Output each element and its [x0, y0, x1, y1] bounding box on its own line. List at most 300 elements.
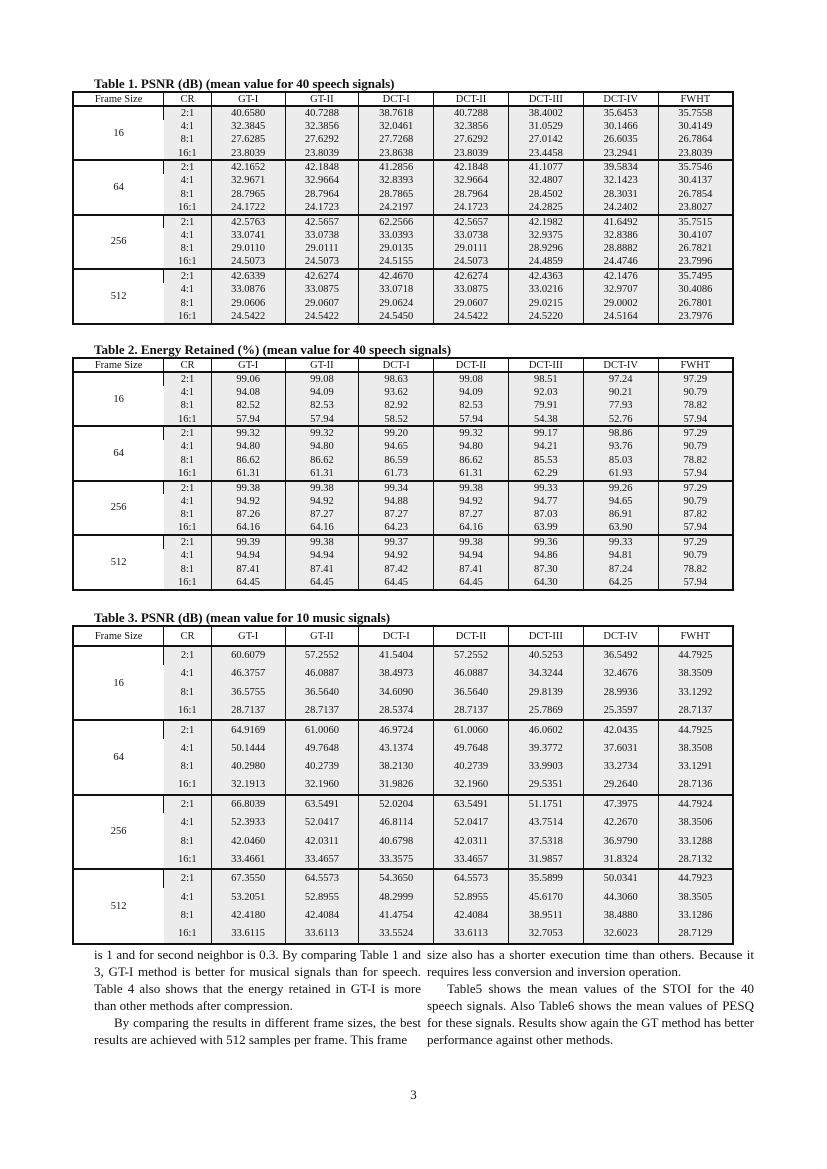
table-1-caption: Table 1. PSNR (dB) (mean value for 40 speech signals) — [94, 76, 395, 91]
cr-cell: 4:1 — [164, 228, 212, 242]
table-row — [73, 562, 733, 576]
column-header: DCT-IV — [583, 626, 658, 646]
table-row — [73, 795, 733, 814]
value-cell: 94.08 — [211, 386, 285, 400]
value-cell: 37.6031 — [583, 739, 658, 758]
value-cell: 64.23 — [359, 522, 434, 536]
value-cell: 53.2051 — [211, 888, 285, 907]
value-cell: 38.3509 — [658, 665, 733, 684]
cr-cell: 16:1 — [164, 467, 212, 481]
table-row — [73, 508, 733, 522]
column-header: GT-II — [285, 92, 359, 106]
value-cell: 28.7137 — [434, 702, 509, 721]
value-cell: 25.3597 — [583, 702, 658, 721]
cr-cell: 2:1 — [164, 535, 212, 549]
value-cell: 32.4676 — [583, 665, 658, 684]
value-cell: 38.9511 — [508, 906, 583, 925]
table-3-caption: Table 3. PSNR (dB) (mean value for 10 music signals) — [94, 610, 391, 625]
table-row — [73, 399, 733, 413]
value-cell: 90.79 — [658, 386, 733, 400]
value-cell: 33.0738 — [285, 228, 359, 242]
value-cell: 35.7515 — [658, 215, 733, 229]
value-cell: 57.2552 — [285, 646, 359, 665]
cr-cell: 2:1 — [164, 215, 212, 229]
value-cell: 85.53 — [508, 454, 583, 468]
table-row — [73, 454, 733, 468]
column-header: DCT-II — [434, 92, 509, 106]
value-cell: 99.32 — [434, 426, 509, 440]
value-cell: 94.92 — [211, 494, 285, 508]
value-cell: 78.82 — [658, 454, 733, 468]
value-cell: 32.9375 — [508, 228, 583, 242]
value-cell: 38.7618 — [359, 106, 434, 120]
value-cell: 28.7137 — [211, 702, 285, 721]
value-cell: 32.9664 — [285, 174, 359, 188]
value-cell: 28.7965 — [211, 188, 285, 202]
value-cell: 87.41 — [285, 562, 359, 576]
value-cell: 94.94 — [211, 549, 285, 563]
value-cell: 61.31 — [434, 467, 509, 481]
frame-size-cell: 256 — [73, 795, 164, 869]
value-cell: 42.0311 — [285, 832, 359, 851]
value-cell: 42.1848 — [285, 160, 359, 174]
right-paragraph-2: Table5 shows the mean values of the STOI for the 40 speech signals. Also Table6 shows the mean values of PESQ for these signals. Results show again the GT method has better performance against other methods. — [427, 981, 754, 1047]
value-cell: 29.0110 — [211, 242, 285, 256]
value-cell: 99.32 — [285, 426, 359, 440]
page-number: 3 — [410, 1087, 417, 1102]
value-cell: 28.7132 — [658, 851, 733, 870]
value-cell: 26.7864 — [658, 133, 733, 147]
value-cell: 87.27 — [434, 508, 509, 522]
value-cell: 57.94 — [658, 467, 733, 481]
value-cell: 24.5220 — [508, 310, 583, 324]
value-cell: 32.9671 — [211, 174, 285, 188]
value-cell: 85.03 — [583, 454, 658, 468]
value-cell: 27.6292 — [434, 133, 509, 147]
column-header: GT-II — [285, 358, 359, 372]
value-cell: 94.92 — [359, 549, 434, 563]
value-cell: 46.3757 — [211, 665, 285, 684]
value-cell: 43.7514 — [508, 813, 583, 832]
value-cell: 33.3575 — [359, 851, 434, 870]
value-cell: 98.86 — [583, 426, 658, 440]
value-cell: 52.8955 — [434, 888, 509, 907]
cr-cell: 4:1 — [164, 888, 212, 907]
value-cell: 29.0215 — [508, 296, 583, 310]
value-cell: 29.0002 — [583, 296, 658, 310]
value-cell: 86.62 — [285, 454, 359, 468]
value-cell: 32.4807 — [508, 174, 583, 188]
value-cell: 31.0529 — [508, 120, 583, 134]
value-cell: 28.7964 — [434, 188, 509, 202]
value-cell: 94.92 — [285, 494, 359, 508]
value-cell: 42.0435 — [583, 720, 658, 739]
value-cell: 41.5404 — [359, 646, 434, 665]
table-row — [73, 147, 733, 161]
value-cell: 87.03 — [508, 508, 583, 522]
value-cell: 42.0460 — [211, 832, 285, 851]
table-row — [73, 869, 733, 888]
value-cell: 23.8039 — [211, 147, 285, 161]
value-cell: 94.09 — [285, 386, 359, 400]
value-cell: 98.51 — [508, 372, 583, 386]
cr-cell: 8:1 — [164, 562, 212, 576]
value-cell: 47.3975 — [583, 795, 658, 814]
value-cell: 40.2980 — [211, 758, 285, 777]
value-cell: 32.1960 — [285, 776, 359, 795]
column-header: FWHT — [658, 358, 733, 372]
header-row — [73, 358, 733, 372]
value-cell: 29.0624 — [359, 296, 434, 310]
value-cell: 99.06 — [211, 372, 285, 386]
value-cell: 63.5491 — [434, 795, 509, 814]
value-cell: 44.7923 — [658, 869, 733, 888]
value-cell: 62.2566 — [359, 215, 434, 229]
cr-cell: 2:1 — [164, 160, 212, 174]
value-cell: 99.38 — [285, 481, 359, 495]
value-cell: 24.1722 — [211, 201, 285, 215]
value-cell: 28.9936 — [583, 683, 658, 702]
value-cell: 38.3508 — [658, 739, 733, 758]
value-cell: 32.0461 — [359, 120, 434, 134]
value-cell: 46.0602 — [508, 720, 583, 739]
value-cell: 33.5524 — [359, 925, 434, 944]
value-cell: 50.1444 — [211, 739, 285, 758]
table-row — [73, 440, 733, 454]
value-cell: 40.2739 — [285, 758, 359, 777]
cr-cell: 4:1 — [164, 813, 212, 832]
cr-cell: 16:1 — [164, 201, 212, 215]
cr-cell: 2:1 — [164, 481, 212, 495]
value-cell: 33.0393 — [359, 228, 434, 242]
value-cell: 87.24 — [583, 562, 658, 576]
value-cell: 27.0142 — [508, 133, 583, 147]
value-cell: 24.2197 — [359, 201, 434, 215]
value-cell: 94.86 — [508, 549, 583, 563]
value-cell: 90.21 — [583, 386, 658, 400]
value-cell: 49.7648 — [285, 739, 359, 758]
value-cell: 87.42 — [359, 562, 434, 576]
value-cell: 99.20 — [359, 426, 434, 440]
column-header: GT-II — [285, 626, 359, 646]
value-cell: 57.94 — [658, 576, 733, 590]
value-cell: 42.6339 — [211, 269, 285, 283]
value-cell: 61.0060 — [285, 720, 359, 739]
value-cell: 38.3506 — [658, 813, 733, 832]
value-cell: 61.31 — [285, 467, 359, 481]
cr-cell: 8:1 — [164, 758, 212, 777]
value-cell: 42.1982 — [508, 215, 583, 229]
cr-cell: 8:1 — [164, 399, 212, 413]
value-cell: 57.94 — [211, 413, 285, 427]
value-cell: 31.9826 — [359, 776, 434, 795]
value-cell: 36.5492 — [583, 646, 658, 665]
value-cell: 86.59 — [359, 454, 434, 468]
value-cell: 87.41 — [434, 562, 509, 576]
value-cell: 33.0216 — [508, 283, 583, 297]
frame-size-cell: 64 — [73, 160, 164, 214]
value-cell: 43.1374 — [359, 739, 434, 758]
value-cell: 32.1913 — [211, 776, 285, 795]
column-header: CR — [164, 626, 212, 646]
column-header: DCT-I — [359, 358, 434, 372]
value-cell: 23.7996 — [658, 256, 733, 270]
value-cell: 32.1960 — [434, 776, 509, 795]
value-cell: 39.3772 — [508, 739, 583, 758]
value-cell: 45.6170 — [508, 888, 583, 907]
value-cell: 42.1652 — [211, 160, 285, 174]
value-cell: 23.8638 — [359, 147, 434, 161]
value-cell: 29.0111 — [285, 242, 359, 256]
value-cell: 57.94 — [658, 522, 733, 536]
value-cell: 93.76 — [583, 440, 658, 454]
table-row — [73, 133, 733, 147]
value-cell: 29.0606 — [211, 296, 285, 310]
value-cell: 26.7854 — [658, 188, 733, 202]
value-cell: 28.7129 — [658, 925, 733, 944]
value-cell: 27.7268 — [359, 133, 434, 147]
value-cell: 42.4670 — [359, 269, 434, 283]
value-cell: 30.4137 — [658, 174, 733, 188]
value-cell: 94.88 — [359, 494, 434, 508]
value-cell: 87.30 — [508, 562, 583, 576]
frame-size-cell: 64 — [73, 426, 164, 480]
cr-cell: 4:1 — [164, 440, 212, 454]
cr-cell: 8:1 — [164, 508, 212, 522]
value-cell: 97.29 — [658, 372, 733, 386]
cr-cell: 8:1 — [164, 906, 212, 925]
table-row — [73, 549, 733, 563]
value-cell: 64.45 — [211, 576, 285, 590]
left-column — [94, 946, 421, 1048]
cr-cell: 16:1 — [164, 576, 212, 590]
value-cell: 24.1723 — [434, 201, 509, 215]
cr-cell: 4:1 — [164, 549, 212, 563]
value-cell: 33.1288 — [658, 832, 733, 851]
value-cell: 37.5318 — [508, 832, 583, 851]
value-cell: 40.7288 — [434, 106, 509, 120]
value-cell: 54.3650 — [359, 869, 434, 888]
cr-cell: 16:1 — [164, 310, 212, 324]
cr-cell: 2:1 — [164, 106, 212, 120]
cr-cell: 8:1 — [164, 683, 212, 702]
table-row — [73, 160, 733, 174]
value-cell: 24.5155 — [359, 256, 434, 270]
value-cell: 32.8393 — [359, 174, 434, 188]
value-cell: 33.6113 — [434, 925, 509, 944]
value-cell: 44.7925 — [658, 646, 733, 665]
value-cell: 46.8114 — [359, 813, 434, 832]
cr-cell: 16:1 — [164, 702, 212, 721]
value-cell: 64.45 — [285, 576, 359, 590]
value-cell: 94.65 — [359, 440, 434, 454]
value-cell: 28.7865 — [359, 188, 434, 202]
value-cell: 93.62 — [359, 386, 434, 400]
value-cell: 42.4180 — [211, 906, 285, 925]
value-cell: 33.1291 — [658, 758, 733, 777]
right-paragraph-1: size also has a shorter execution time than others. Because it requires less conversion and inversion operation. — [427, 947, 754, 979]
table-row — [73, 646, 733, 665]
value-cell: 36.5755 — [211, 683, 285, 702]
table-row — [73, 174, 733, 188]
value-cell: 79.91 — [508, 399, 583, 413]
column-header: GT-I — [211, 92, 285, 106]
value-cell: 99.38 — [434, 481, 509, 495]
table-row — [73, 888, 733, 907]
column-header: GT-I — [211, 358, 285, 372]
value-cell: 32.8386 — [583, 228, 658, 242]
column-header: FWHT — [658, 626, 733, 646]
table-row — [73, 494, 733, 508]
column-header: DCT-II — [434, 358, 509, 372]
value-cell: 39.5834 — [583, 160, 658, 174]
value-cell: 49.7648 — [434, 739, 509, 758]
value-cell: 61.31 — [211, 467, 285, 481]
value-cell: 42.5763 — [211, 215, 285, 229]
value-cell: 28.4502 — [508, 188, 583, 202]
value-cell: 24.1723 — [285, 201, 359, 215]
value-cell: 28.7136 — [658, 776, 733, 795]
value-cell: 62.29 — [508, 467, 583, 481]
value-cell: 28.3031 — [583, 188, 658, 202]
value-cell: 26.7801 — [658, 296, 733, 310]
value-cell: 99.26 — [583, 481, 658, 495]
column-header: DCT-IV — [583, 92, 658, 106]
table-row — [73, 228, 733, 242]
left-paragraph-1: is 1 and for second neighbor is 0.3. By comparing Table 1 and 3, GT-I method is better for musical signals than for speech. Table 4 also shows that the energy retained in GT-I is more than other methods after compression. — [94, 947, 421, 1013]
value-cell: 30.4149 — [658, 120, 733, 134]
value-cell: 99.38 — [211, 481, 285, 495]
column-header: DCT-III — [508, 358, 583, 372]
value-cell: 29.8139 — [508, 683, 583, 702]
value-cell: 32.9707 — [583, 283, 658, 297]
value-cell: 99.08 — [285, 372, 359, 386]
value-cell: 42.6274 — [285, 269, 359, 283]
cr-cell: 2:1 — [164, 646, 212, 665]
table-row — [73, 467, 733, 481]
value-cell: 26.7821 — [658, 242, 733, 256]
value-cell: 33.9903 — [508, 758, 583, 777]
table-row — [73, 242, 733, 256]
column-header: DCT-III — [508, 92, 583, 106]
value-cell: 90.79 — [658, 549, 733, 563]
value-cell: 42.1848 — [434, 160, 509, 174]
value-cell: 38.4002 — [508, 106, 583, 120]
value-cell: 42.5657 — [434, 215, 509, 229]
cr-cell: 2:1 — [164, 720, 212, 739]
cr-cell: 2:1 — [164, 372, 212, 386]
frame-size-cell: 64 — [73, 720, 164, 794]
value-cell: 64.16 — [211, 522, 285, 536]
value-cell: 38.3505 — [658, 888, 733, 907]
value-cell: 24.4859 — [508, 256, 583, 270]
frame-size-cell: 512 — [73, 269, 164, 323]
value-cell: 24.5422 — [285, 310, 359, 324]
value-cell: 57.94 — [285, 413, 359, 427]
value-cell: 23.2941 — [583, 147, 658, 161]
value-cell: 58.52 — [359, 413, 434, 427]
table-row — [73, 283, 733, 297]
column-header: DCT-IV — [583, 358, 658, 372]
value-cell: 52.8955 — [285, 888, 359, 907]
value-cell: 26.6035 — [583, 133, 658, 147]
value-cell: 42.4363 — [508, 269, 583, 283]
cr-cell: 8:1 — [164, 454, 212, 468]
value-cell: 42.5657 — [285, 215, 359, 229]
value-cell: 31.9857 — [508, 851, 583, 870]
value-cell: 61.0060 — [434, 720, 509, 739]
value-cell: 36.5640 — [285, 683, 359, 702]
value-cell: 86.62 — [211, 454, 285, 468]
value-cell: 24.5422 — [211, 310, 285, 324]
value-cell: 64.5573 — [285, 869, 359, 888]
value-cell: 63.90 — [583, 522, 658, 536]
table-row — [73, 758, 733, 777]
value-cell: 82.53 — [285, 399, 359, 413]
value-cell: 28.8882 — [583, 242, 658, 256]
value-cell: 82.52 — [211, 399, 285, 413]
value-cell: 94.09 — [434, 386, 509, 400]
column-header: FWHT — [658, 92, 733, 106]
table-row — [73, 256, 733, 270]
value-cell: 24.5450 — [359, 310, 434, 324]
value-cell: 28.7137 — [285, 702, 359, 721]
value-cell: 29.2640 — [583, 776, 658, 795]
value-cell: 51.1751 — [508, 795, 583, 814]
value-cell: 36.5640 — [434, 683, 509, 702]
column-header: DCT-II — [434, 626, 509, 646]
value-cell: 31.8324 — [583, 851, 658, 870]
cr-cell: 16:1 — [164, 256, 212, 270]
table-row — [73, 522, 733, 536]
column-header: DCT-I — [359, 92, 434, 106]
table-row — [73, 776, 733, 795]
header-row — [73, 626, 733, 646]
value-cell: 82.92 — [359, 399, 434, 413]
column-header: DCT-I — [359, 626, 434, 646]
value-cell: 64.5573 — [434, 869, 509, 888]
value-cell: 32.1423 — [583, 174, 658, 188]
table-row — [73, 120, 733, 134]
frame-size-cell: 512 — [73, 869, 164, 943]
value-cell: 44.7925 — [658, 720, 733, 739]
value-cell: 42.0311 — [434, 832, 509, 851]
value-cell: 92.03 — [508, 386, 583, 400]
value-cell: 87.82 — [658, 508, 733, 522]
value-cell: 38.4880 — [583, 906, 658, 925]
cr-cell: 4:1 — [164, 739, 212, 758]
cr-cell: 4:1 — [164, 665, 212, 684]
table-row — [73, 851, 733, 870]
value-cell: 87.27 — [359, 508, 434, 522]
value-cell: 33.1286 — [658, 906, 733, 925]
value-cell: 64.25 — [583, 576, 658, 590]
value-cell: 67.3550 — [211, 869, 285, 888]
value-cell: 24.2825 — [508, 201, 583, 215]
psnr-music-table — [72, 625, 734, 945]
value-cell: 25.7869 — [508, 702, 583, 721]
value-cell: 52.0417 — [285, 813, 359, 832]
value-cell: 42.2670 — [583, 813, 658, 832]
value-cell: 40.2739 — [434, 758, 509, 777]
value-cell: 63.5491 — [285, 795, 359, 814]
value-cell: 28.9296 — [508, 242, 583, 256]
value-cell: 94.92 — [434, 494, 509, 508]
table-row — [73, 832, 733, 851]
value-cell: 97.24 — [583, 372, 658, 386]
value-cell: 29.0135 — [359, 242, 434, 256]
table-row — [73, 269, 733, 283]
